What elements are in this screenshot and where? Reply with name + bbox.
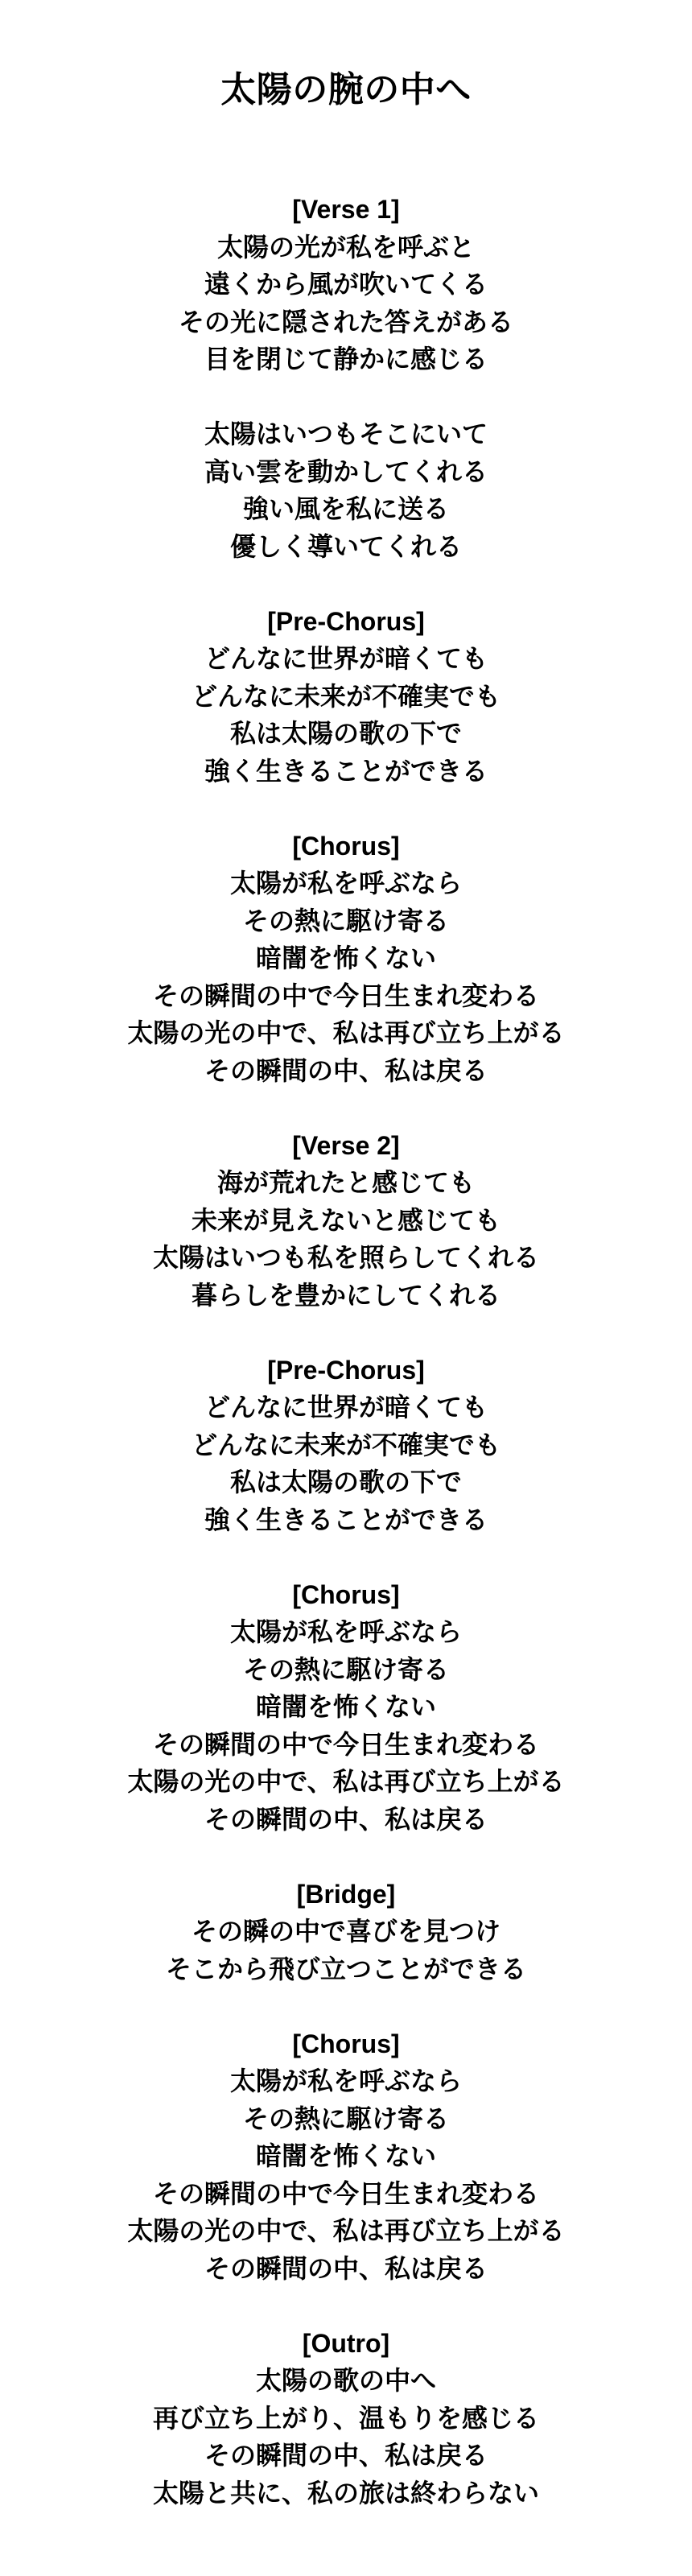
- lyric-line: その熱に駆け寄る: [242, 906, 449, 935]
- stanza: [0, 1352, 692, 1539]
- lyric-line: 目を閉じて静かに感じる: [204, 345, 488, 374]
- lyric-line: 太陽の光の中で、私は再び立ち上がる: [127, 1767, 565, 1796]
- stanza: [0, 2025, 692, 2288]
- lyric-line: 太陽が私を呼ぶなら: [229, 2066, 462, 2095]
- lyric-line: 強く生きることができる: [204, 756, 488, 786]
- lyrics: [0, 191, 692, 2512]
- section-label: [Verse 1]: [292, 195, 400, 224]
- section-label: [Chorus]: [292, 831, 400, 861]
- section-label: [Bridge]: [296, 1879, 396, 1909]
- stanza: [0, 828, 692, 1090]
- lyric-line: その瞬間の中、私は戻る: [204, 1804, 488, 1834]
- lyric-line: その熱に駆け寄る: [242, 1654, 449, 1684]
- section-label: [Chorus]: [292, 2029, 400, 2058]
- lyric-line: 高い雲を動かしてくれる: [204, 456, 488, 486]
- lyric-line: その瞬間の中で今日生まれ変わる: [152, 980, 539, 1010]
- lyric-line: 私は太陽の歌の下で: [229, 719, 462, 748]
- lyric-line: 太陽が私を呼ぶなら: [229, 869, 462, 898]
- lyric-line: 未来が見えないと感じても: [191, 1205, 500, 1235]
- lyric-line: 暗闇を怖くない: [255, 2141, 436, 2170]
- lyric-line: どんなに未来が不確実でも: [191, 681, 500, 711]
- lyric-line: 太陽の光の中で、私は再び立ち上がる: [127, 1018, 565, 1047]
- stanza: [0, 415, 692, 565]
- lyric-line: 太陽の歌の中へ: [255, 2366, 436, 2395]
- stanza: [0, 1576, 692, 1839]
- lyric-line: 太陽の光の中で、私は再び立ち上がる: [127, 2216, 565, 2245]
- lyric-line: どんなに世界が暗くても: [204, 644, 488, 673]
- stanza: [0, 2325, 692, 2512]
- lyric-line: そこから飛び立つことができる: [165, 1954, 526, 1984]
- lyric-line: その瞬間の中、私は戻る: [204, 1055, 488, 1085]
- lyric-line: 強く生きることができる: [204, 1505, 488, 1534]
- stanza: [0, 603, 692, 791]
- lyric-line: その熱に駆け寄る: [242, 2103, 449, 2133]
- lyric-line: どんなに未来が不確実でも: [191, 1430, 500, 1459]
- lyric-line: 強い風を私に送る: [242, 494, 449, 523]
- lyric-line: どんなに世界が暗くても: [204, 1393, 488, 1422]
- lyric-line: その瞬間の中、私は戻る: [204, 2253, 488, 2283]
- lyric-line: 太陽はいつもそこにいて: [204, 419, 488, 448]
- stanza: [0, 1876, 692, 1988]
- lyric-line: その瞬間の中、私は戻る: [204, 2441, 488, 2470]
- lyric-line: その光に隠された答えがある: [178, 307, 513, 336]
- section-label: [Pre-Chorus]: [267, 1355, 425, 1385]
- lyric-line: 太陽が私を呼ぶなら: [229, 1617, 462, 1646]
- lyric-line: 再び立ち上がり、温もりを感じる: [152, 2403, 539, 2433]
- lyric-line: 太陽の光が私を呼ぶと: [216, 232, 475, 262]
- lyric-line: 暗闇を怖くない: [255, 943, 436, 972]
- lyric-line: 太陽はいつも私を照らしてくれる: [152, 1243, 539, 1272]
- lyric-line: 太陽と共に、私の旅は終わらない: [152, 2478, 539, 2508]
- stanza: [0, 191, 692, 378]
- lyric-line: 優しく導いてくれる: [229, 531, 462, 561]
- lyric-line: その瞬間の中で今日生まれ変わる: [152, 2178, 539, 2208]
- lyric-line: その瞬間の中で今日生まれ変わる: [152, 1729, 539, 1759]
- section-label: [Outro]: [302, 2328, 390, 2358]
- lyric-line: 海が荒れたと感じても: [216, 1168, 475, 1197]
- stanza: [0, 1127, 692, 1315]
- lyric-line: 遠くから風が吹いてくる: [204, 270, 488, 299]
- song-title: 太陽の腕の中へ: [220, 70, 472, 109]
- lyric-line: 私は太陽の歌の下で: [229, 1468, 462, 1496]
- lyric-line: その瞬の中で喜びを見つけ: [191, 1917, 500, 1946]
- lyric-line: 暗闇を怖くない: [255, 1692, 436, 1721]
- lyric-line: 暮らしを豊かにしてくれる: [191, 1280, 500, 1310]
- section-label: [Verse 2]: [292, 1130, 400, 1160]
- section-label: [Chorus]: [292, 1579, 400, 1609]
- section-label: [Pre-Chorus]: [267, 606, 425, 636]
